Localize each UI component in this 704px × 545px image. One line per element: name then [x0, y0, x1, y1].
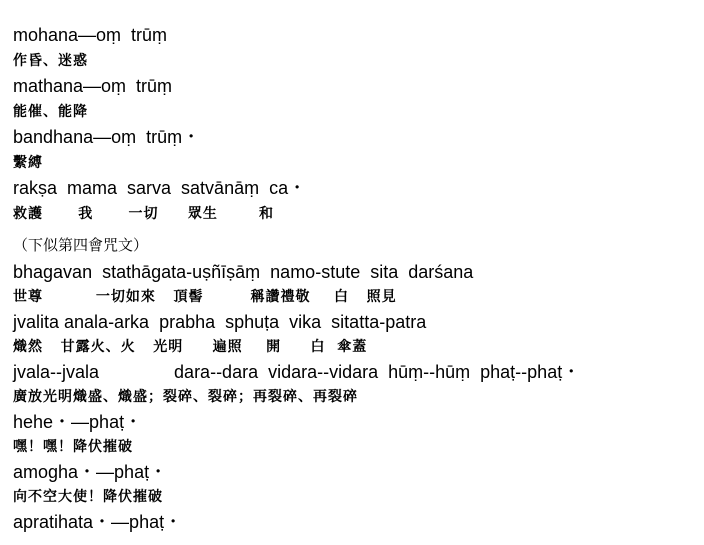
chinese-line-6: 熾然 甘露火、火 光明 遍照 開 白 傘蓋: [13, 339, 368, 355]
chinese-line-1: 作昏、迷惑: [13, 53, 88, 69]
sanskrit-line-3: bandhana—oṃ trūṃ・: [13, 127, 201, 147]
chinese-line-5: 世尊 一切如來 頂髻 稱讚禮敬 白 照見: [13, 289, 397, 305]
chinese-line-7: 廣放光明熾盛、熾盛；裂碎、裂碎；再裂碎、再裂碎: [13, 389, 358, 405]
section-note: （下似第四會咒文）: [13, 236, 149, 254]
sanskrit-line-10: apratihata・—phaṭ・: [13, 512, 183, 532]
sanskrit-line-6: jvalita anala-arka prabha sphuṭa vika sitatta-patra: [13, 312, 427, 332]
chinese-line-9: 向不空大使！降伏摧破: [13, 489, 163, 505]
sanskrit-line-1: mohana—oṃ trūṃ: [13, 25, 168, 45]
sanskrit-line-4: rakṣa mama sarva satvānāṃ ca・: [13, 178, 307, 198]
sanskrit-line-7: jvala--jvala dara--dara vidara--vidara hūṃ--hūṃ phaṭ--phaṭ・: [13, 362, 581, 382]
chinese-line-3: 繫縛: [13, 155, 43, 171]
sanskrit-line-2: mathana—oṃ trūṃ: [13, 76, 173, 96]
sanskrit-line-5: bhagavan stathāgata-uṣñīṣāṃ namo-stute sita darśana: [13, 262, 474, 282]
sanskrit-line-9: amogha・—phaṭ・: [13, 462, 168, 482]
chinese-line-8: 嘿！嘿！降伏摧破: [13, 439, 133, 455]
chinese-line-2: 能催、能降: [13, 104, 88, 120]
sanskrit-line-8: hehe・—phaṭ・: [13, 412, 143, 432]
chinese-line-4: 救護 我 一切 眾生 和: [13, 206, 274, 222]
